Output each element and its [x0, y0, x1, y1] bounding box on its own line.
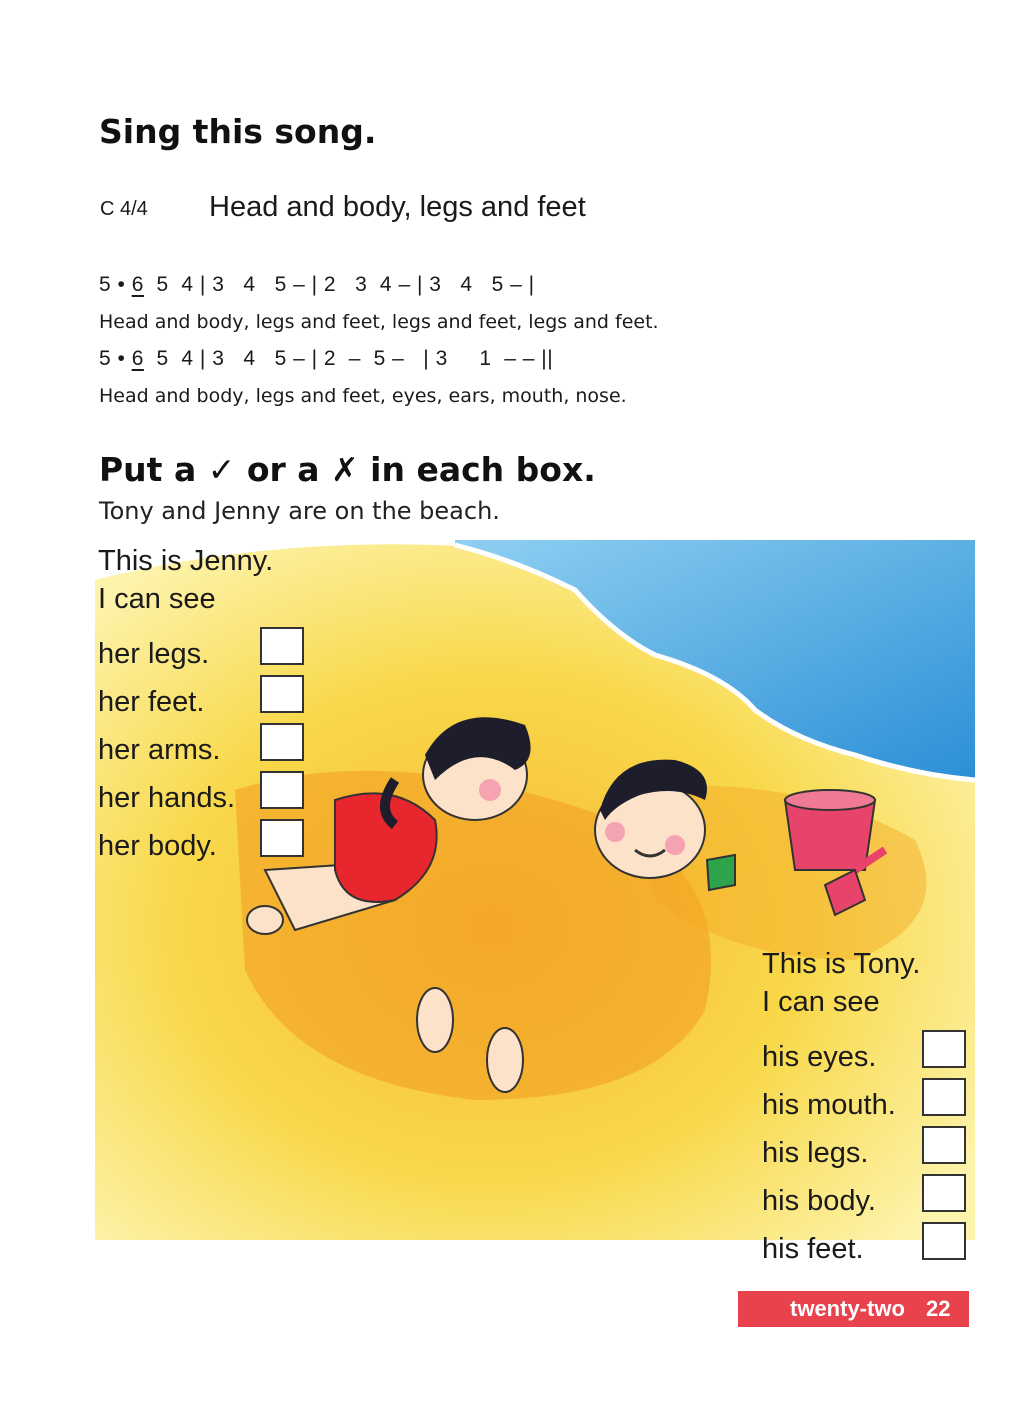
- tony-subtitle: I can see: [762, 986, 880, 1018]
- tony-item-legs: his legs.: [762, 1137, 869, 1169]
- green-flag-icon: [707, 855, 735, 890]
- activity-intro: Tony and Jenny are on the beach.: [99, 497, 500, 525]
- jenny-item-body: her body.: [98, 830, 217, 862]
- checkbox-his-body[interactable]: [922, 1174, 966, 1212]
- page-number-word: twenty-two: [790, 1296, 905, 1321]
- checkbox-her-legs[interactable]: [260, 627, 304, 665]
- jenny-item-feet: her feet.: [98, 686, 205, 718]
- jenny-item-legs: her legs.: [98, 638, 210, 670]
- jenny-item-arms: her arms.: [98, 734, 221, 766]
- checkbox-her-feet[interactable]: [260, 675, 304, 713]
- song-lyrics-line-2: Head and body, legs and feet, eyes, ears, mouth, nose.: [99, 385, 627, 407]
- checkbox-her-body[interactable]: [260, 819, 304, 857]
- song-notes-line-2: 5 • 6 5 4 | 3 4 5 – | 2 – 5 – | 3 1 – – ||: [99, 347, 554, 370]
- pink-bucket-icon: [785, 790, 875, 870]
- jenny-subtitle: I can see: [98, 583, 216, 615]
- song-heading: Sing this song.: [99, 112, 377, 151]
- jenny-item-hands: her hands.: [98, 782, 236, 814]
- song-lyrics-line-1: Head and body, legs and feet, legs and feet, legs and feet.: [99, 311, 659, 333]
- tony-item-feet: his feet.: [762, 1233, 864, 1265]
- jenny-title: This is Jenny.: [98, 545, 274, 577]
- tony-item-body: his body.: [762, 1185, 876, 1217]
- tony-item-mouth: his mouth.: [762, 1089, 896, 1121]
- tony-item-eyes: his eyes.: [762, 1041, 877, 1073]
- song-title: Head and body, legs and feet: [209, 191, 586, 223]
- song-notes-line-1: 5 • 6 5 4 | 3 4 5 – | 2 3 4 – | 3 4 5 – |: [99, 273, 535, 296]
- tony-title: This is Tony.: [762, 948, 921, 980]
- checkbox-his-feet[interactable]: [922, 1222, 966, 1260]
- checkbox-his-legs[interactable]: [922, 1126, 966, 1164]
- song-key: C 4/4: [100, 198, 148, 220]
- checkbox-his-mouth[interactable]: [922, 1078, 966, 1116]
- activity-heading: Put a ✓ or a ✗ in each box.: [99, 450, 596, 489]
- checkbox-her-hands[interactable]: [260, 771, 304, 809]
- checkbox-her-arms[interactable]: [260, 723, 304, 761]
- checkbox-his-eyes[interactable]: [922, 1030, 966, 1068]
- page-number: 22: [926, 1296, 951, 1321]
